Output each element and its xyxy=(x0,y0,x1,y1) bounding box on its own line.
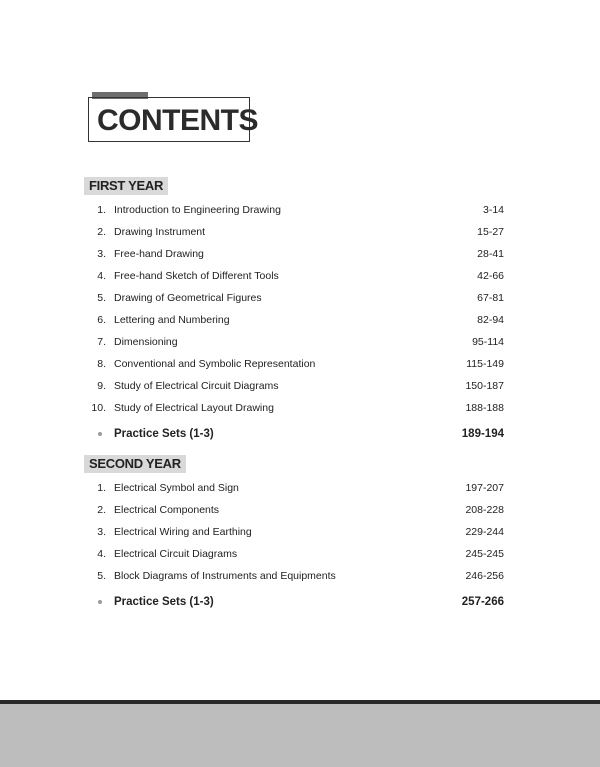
toc-number: 9. xyxy=(97,380,106,392)
contents-heading-block xyxy=(88,92,258,144)
footer-band xyxy=(0,704,600,767)
toc-number: 4. xyxy=(97,548,106,560)
toc-title: Electrical Symbol and Sign xyxy=(114,482,239,494)
toc-title: Drawing Instrument xyxy=(114,226,206,238)
toc-pages: 188-188 xyxy=(465,402,504,414)
toc-row[interactable] xyxy=(84,480,504,496)
toc-number: 3. xyxy=(97,526,106,538)
toc-number: 1. xyxy=(97,482,106,494)
toc-pages: 95-114 xyxy=(472,336,504,348)
toc-title: Lettering and Numbering xyxy=(114,314,230,326)
toc-row[interactable] xyxy=(84,290,504,306)
toc-pages: 208-228 xyxy=(465,504,504,516)
toc-title: Electrical Wiring and Earthing xyxy=(114,526,252,538)
toc-pages: 197-207 xyxy=(465,482,504,494)
toc-number: 5. xyxy=(97,292,106,304)
toc-row[interactable] xyxy=(84,502,504,518)
toc-title: Electrical Components xyxy=(114,504,220,516)
bullet-icon xyxy=(98,600,102,604)
toc-row[interactable] xyxy=(84,356,504,372)
toc-number: 2. xyxy=(97,504,106,516)
toc-number: 8. xyxy=(97,358,106,370)
toc-number: 10. xyxy=(91,402,106,414)
toc-title: Free-hand Sketch of Different Tools xyxy=(114,270,279,282)
toc-pages: 82-94 xyxy=(477,314,504,326)
toc-number: 3. xyxy=(97,248,106,260)
toc-number: 2. xyxy=(97,226,106,238)
toc-pages: 67-81 xyxy=(477,292,504,304)
toc-pages: 245-245 xyxy=(465,548,504,560)
toc-title: Practice Sets (1-3) xyxy=(114,428,214,440)
toc-pages: 42-66 xyxy=(477,270,504,282)
toc-title: Drawing of Geometrical Figures xyxy=(114,292,262,304)
toc-number: 6. xyxy=(97,314,106,326)
toc-pages: 229-244 xyxy=(465,526,504,538)
heading-frame xyxy=(88,97,258,142)
section-heading-second-year: SECOND YEAR xyxy=(84,455,186,473)
toc-practice-row[interactable] xyxy=(84,594,504,610)
toc-title: Free-hand Drawing xyxy=(114,248,204,260)
toc-number: 5. xyxy=(97,570,106,582)
section-heading-first-year: FIRST YEAR xyxy=(84,177,168,195)
toc-pages: 28-41 xyxy=(477,248,504,260)
toc-number: 7. xyxy=(97,336,106,348)
toc-title: Study of Electrical Layout Drawing xyxy=(114,402,274,414)
toc-pages: 246-256 xyxy=(465,570,504,582)
toc-title: Dimensioning xyxy=(114,336,178,348)
toc-row[interactable] xyxy=(84,268,504,284)
toc-title: Electrical Circuit Diagrams xyxy=(114,548,238,560)
page-title: CONTENTS xyxy=(97,104,258,137)
toc-pages: 150-187 xyxy=(465,380,504,392)
toc-pages: 257-266 xyxy=(461,596,504,608)
toc-row[interactable] xyxy=(84,400,504,416)
toc-row[interactable] xyxy=(84,546,504,562)
toc-title: Introduction to Engineering Drawing xyxy=(114,204,281,216)
toc-row[interactable] xyxy=(84,202,504,218)
toc-row[interactable] xyxy=(84,524,504,540)
toc-row[interactable] xyxy=(84,224,504,240)
toc-pages: 189-194 xyxy=(461,428,504,440)
toc-pages: 15-27 xyxy=(477,226,504,238)
toc-pages: 3-14 xyxy=(482,204,504,216)
toc-title: Study of Electrical Circuit Diagrams xyxy=(114,380,279,392)
toc-row[interactable] xyxy=(84,568,504,584)
toc-row[interactable] xyxy=(84,378,504,394)
toc-row[interactable] xyxy=(84,334,504,350)
toc-number: 4. xyxy=(97,270,106,282)
toc-title: Conventional and Symbolic Representation xyxy=(114,358,316,370)
toc-practice-row[interactable] xyxy=(84,426,504,442)
toc-title: Block Diagrams of Instruments and Equipments xyxy=(114,570,336,582)
toc-pages: 115-149 xyxy=(466,358,504,370)
toc-number: 1. xyxy=(97,204,106,216)
toc-title: Practice Sets (1-3) xyxy=(114,596,214,608)
toc-row[interactable] xyxy=(84,312,504,328)
toc-row[interactable] xyxy=(84,246,504,262)
bullet-icon xyxy=(98,432,102,436)
